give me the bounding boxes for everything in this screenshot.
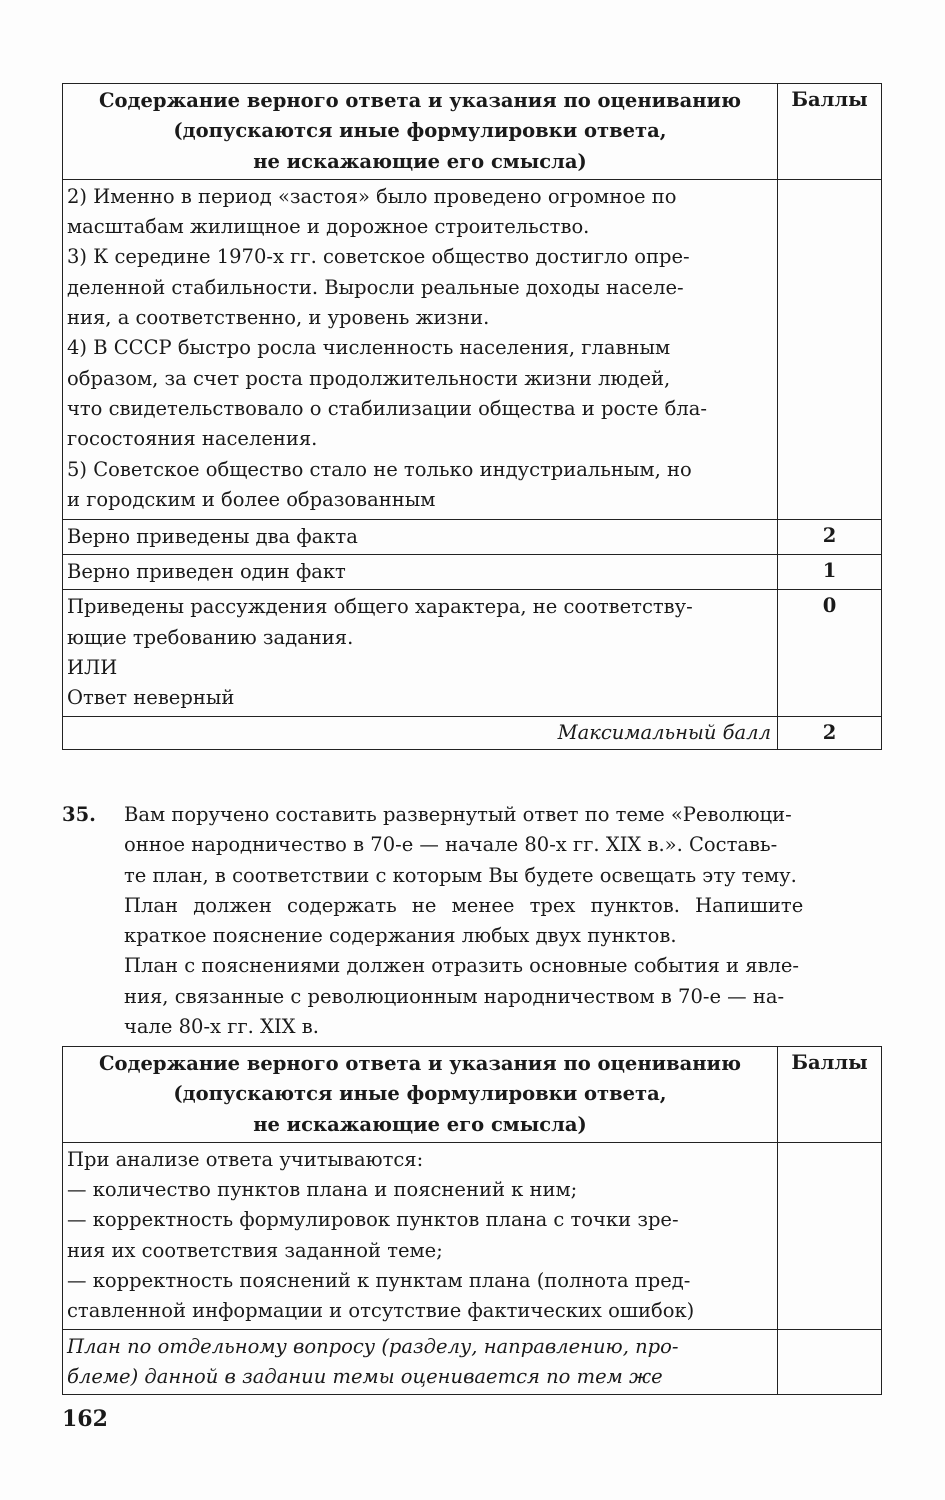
plan-note: План по отдельному вопросу (разделу, направлению, про- блеме) данной в задании темы оценивается по тем же xyxy=(63,1329,778,1395)
points-cell: 2 xyxy=(778,519,882,554)
empty-points-cell xyxy=(778,1329,882,1395)
table-row xyxy=(63,1329,882,1395)
task-text: Вам поручено составить развернутый ответ по теме «Революци- онное народничество в 70-е — начале 80-х гг. XIX в.». Составь- те план, в соответствии с которым Вы будете освещать эту тему. План должен содержать не менее трех пунктов. Напишите краткое пояснение содержания любых двух пунктов. План с пояснениями должен отразить основные события и явле- ния, связанные с революционным народничеством в 70-е — на- чале 80-х гг. XIX в. xyxy=(124,803,804,1039)
points-cell: 1 xyxy=(778,555,882,590)
max-score-value: 2 xyxy=(778,716,882,749)
max-score-label: Максимальный балл xyxy=(63,716,778,749)
table-header-row xyxy=(63,84,882,180)
max-score-row xyxy=(63,716,882,749)
points-cell: 0 xyxy=(778,590,882,716)
table-header-row xyxy=(63,1047,882,1143)
empty-points-cell xyxy=(778,179,882,519)
analysis-criteria: При анализе ответа учитываются: — количество пунктов плана и пояснений к ним; — корректность формулировок пунктов плана с точки зре- ния их соответствия заданной теме; — корректность пояснений к пунктам плана (полнота пред- ставленной информации и отсутствие фактических ошибок) xyxy=(63,1142,778,1329)
points-header: Баллы xyxy=(778,84,882,180)
content-header: Содержание верного ответа и указания по оцениванию (допускаются иные формулировки ответа, не искажающие его смысла) xyxy=(63,1047,778,1143)
table-row xyxy=(63,590,882,716)
grading-table-2 xyxy=(62,1046,882,1395)
points-header: Баллы xyxy=(778,1047,882,1143)
table-row xyxy=(63,1142,882,1329)
page-number: 162 xyxy=(62,1406,108,1432)
empty-points-cell xyxy=(778,1142,882,1329)
grading-table-1 xyxy=(62,83,882,750)
content-header: Содержание верного ответа и указания по оцениванию (допускаются иные формулировки ответа, не искажающие его смысла) xyxy=(63,84,778,180)
table-row xyxy=(63,555,882,590)
criterion-cell: Приведены рассуждения общего характера, не соответству- ющие требованию задания. ИЛИ Ответ неверный xyxy=(63,590,778,716)
criterion-cell: Верно приведены два факта xyxy=(63,519,778,554)
table-row xyxy=(63,519,882,554)
table-row xyxy=(63,179,882,519)
task-number: 35. xyxy=(62,803,96,826)
criterion-cell: Верно приведен один факт xyxy=(63,555,778,590)
answer-content: 2) Именно в период «застоя» было проведено огромное по масштабам жилищное и дорожное строительство. 3) К середине 1970-х гг. советское общество достигло опре- деленной стабильности. Выросли реальные доходы населе- ния, а соответственно, и уровень жизни. 4) В СССР быстро росла численность населения, главным образом, за счет роста продолжительности жизни людей, что свидетельствовало о стабилизации общества и росте бла- госостояния населения. 5) Советское общество стало не только индустриальным, но и городским и более образованным xyxy=(63,179,778,519)
